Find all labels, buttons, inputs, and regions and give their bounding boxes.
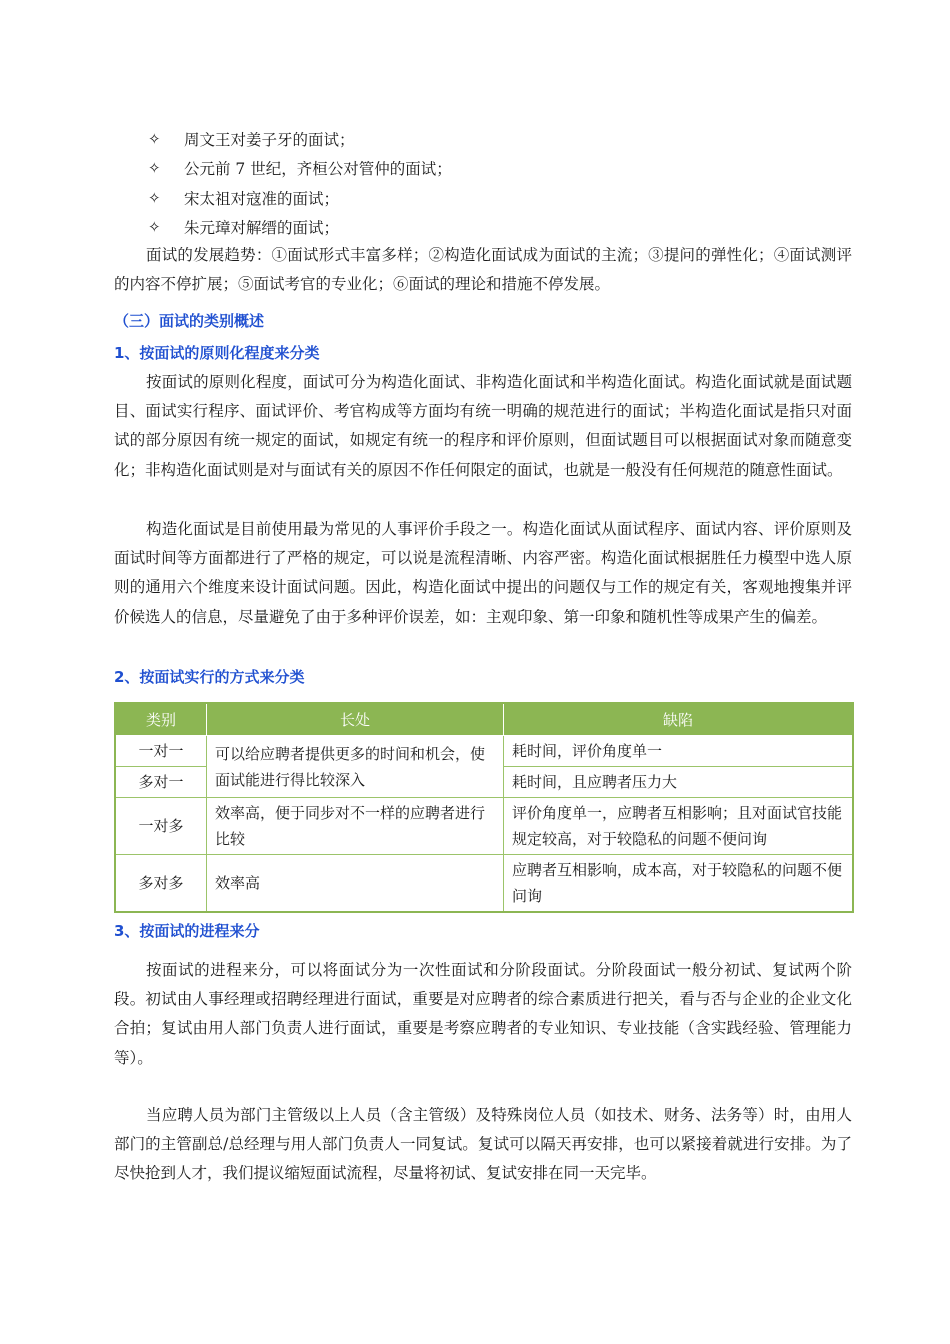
table-row [115,855,853,913]
table-cell-type: 多对一 [115,767,207,798]
bullet-item [148,183,848,213]
table-cell-type: 一对多 [115,798,207,855]
diamond-bullet-icon: ✧ [148,159,161,178]
table-header-row [115,703,853,736]
table-cell-pros: 可以给应聘者提供更多的时间和机会，使面试能进行得比较深入 [207,736,504,798]
table-row [115,736,853,767]
paragraph-retest-arrangement: 当应聘人员为部门主管级以上人员（含主管级）及特殊岗位人员（如技术、财务、法务等）时，由用人部门的主管副总/总经理与用人部门负责人一同复试。复试可以隔天再安排，也可以紧接着就进行安排。为了尽快抢到人才，我们提议缩短面试流程，尽量将初试、复试安排在同一天完毕。 [114,1106,852,1183]
bullet-text: 宋太祖对寇准的面试； [184,189,340,208]
diamond-bullet-icon: ✧ [148,218,161,237]
subsection-title-2: 2、按面试实行的方式来分类 [114,668,305,686]
bullet-text: 公元前 7 世纪，齐桓公对管仲的面试； [184,160,452,179]
subsection-title-3: 3、按面试的进程来分 [114,922,260,940]
paragraph-structured-interview-types: 按面试的原则化程度，面试可分为构造化面试、非构造化面试和半构造化面试。构造化面试就是面试题目、面试实行程序、面试评价、考官构成等方面均有统一明确的规范进行的面试；半构造化面试是指只对面试的部分原因有统一规定的面试，如规定有统一的程序和评价原则，但面试题目可以根据面试对象而随意变化；非构造化面试则是对与面试有关的原因不作任何限定的面试，也就是一般没有任何规范的随意性面试。 [114,373,852,479]
trend-paragraph: 面试的发展趋势：①面试形式丰富多样；②构造化面试成为面试的主流；③提问的弹性化；④面试测评的内容不停扩展；⑤面试考官的专业化；⑥面试的理论和措施不停发展。 [114,246,852,294]
table-cell-cons: 应聘者互相影响，成本高，对于较隐私的问题不便问询 [504,855,854,913]
table-header-pros: 长处 [207,703,504,736]
table-cell-pros: 效率高 [207,855,504,913]
bullet-item [148,124,848,154]
table-cell-cons: 评价角度单一，应聘者互相影响；且对面试官技能规定较高，对于较隐私的问题不便问询 [504,798,854,855]
bullet-text: 周文王对姜子牙的面试； [184,130,355,149]
bullet-text: 朱元璋对解缙的面试； [184,219,340,238]
paragraph-interview-stages: 按面试的进程来分，可以将面试分为一次性面试和分阶段面试。分阶段面试一般分初试、复试两个阶段。初试由人事经理或招聘经理进行面试，重要是对应聘者的综合素质进行把关，看与否与企业的企业文化合拍；复试由用人部门负责人进行面试，重要是考察应聘者的专业知识、专业技能（含实践经验、管理能力等）。 [114,961,852,1067]
subsection-title-1: 1、按面试的原则化程度来分类 [114,344,320,362]
table-header-cons: 缺陷 [504,703,854,736]
table-row [115,798,853,855]
table-cell-cons: 耗时间，评价角度单一 [504,736,854,767]
table-cell-pros: 效率高，便于同步对不一样的应聘者进行比较 [207,798,504,855]
diamond-bullet-icon: ✧ [148,188,161,207]
paragraph-structured-interview-usage: 构造化面试是目前使用最为常见的人事评价手段之一。构造化面试从面试程序、面试内容、评价原则及面试时间等方面都进行了严格的规定，可以说是流程清晰、内容严密。构造化面试根据胜任力模型中选人原则的通用六个维度来设计面试问题。因此，构造化面试中提出的问题仅与工作的规定有关，客观地搜集并评价候选人的信息，尽量避免了由于多种评价误差，如：主观印象、第一印象和随机性等成果产生的偏差。 [114,520,852,626]
table-cell-type: 多对多 [115,855,207,913]
interview-method-table [114,702,854,913]
table-header-type: 类别 [115,703,207,736]
section-title: （三）面试的类别概述 [114,312,265,330]
bullet-item [148,213,848,243]
table-cell-cons: 耗时间，且应聘者压力大 [504,767,854,798]
diamond-bullet-icon: ✧ [148,129,161,148]
bullet-item [148,154,848,184]
history-bullet-list [148,124,848,242]
table-cell-type: 一对一 [115,736,207,767]
